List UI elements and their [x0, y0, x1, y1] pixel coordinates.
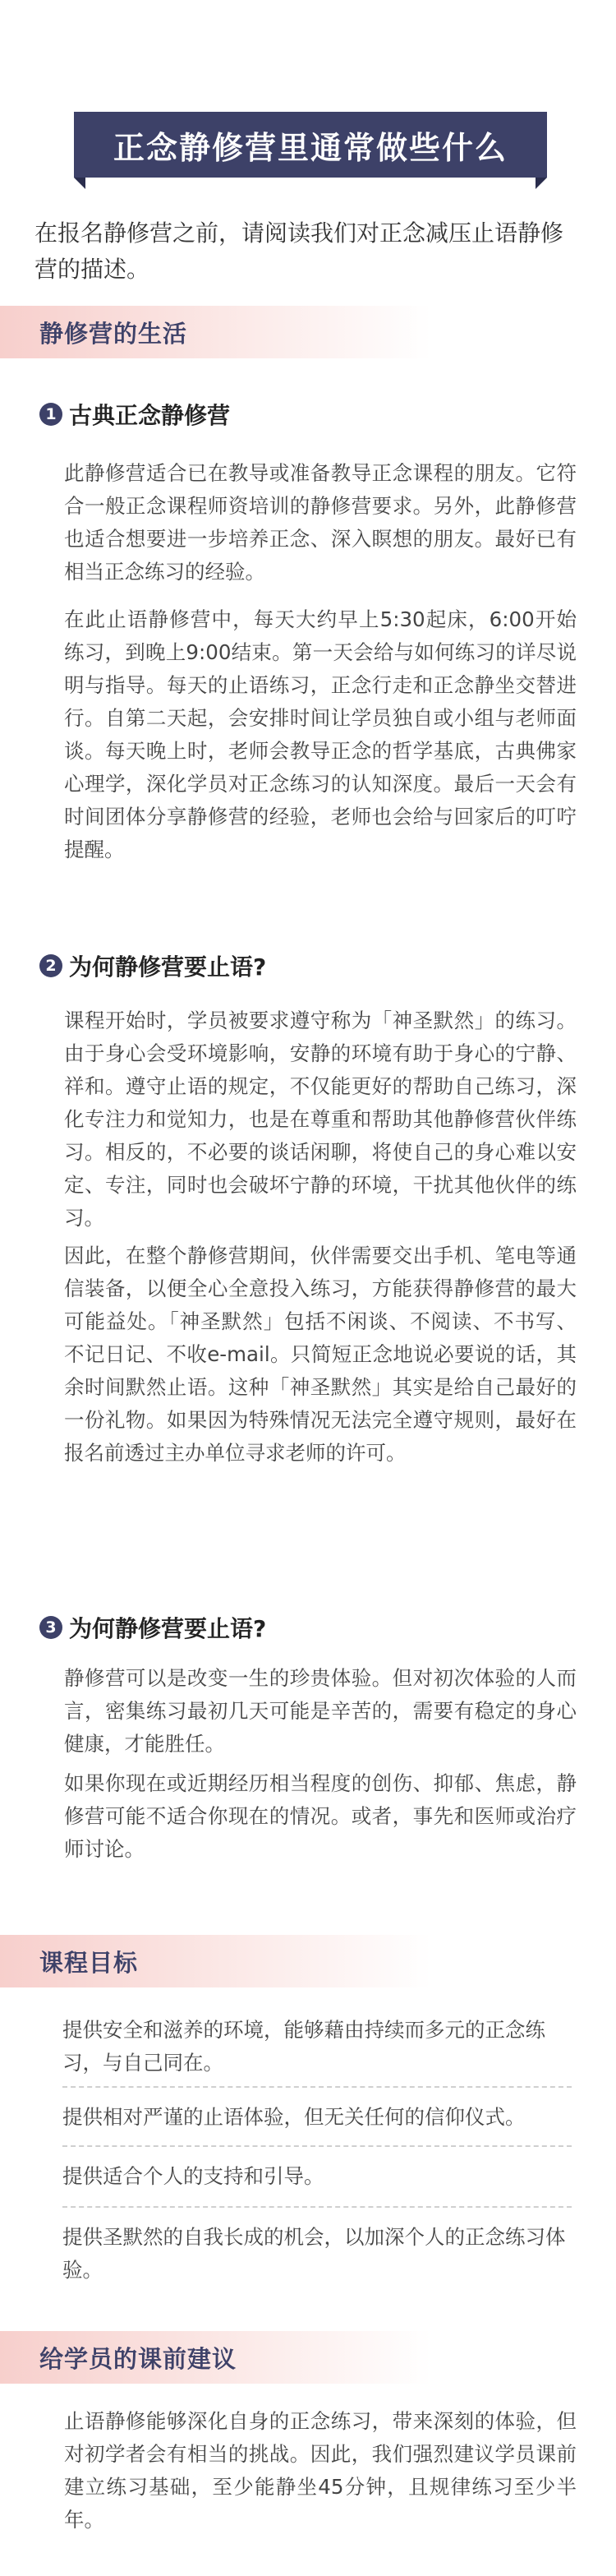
- paragraph: 止语静修能够深化自身的正念练习，带来深刻的体验，但对初学者会有相当的挑战。因此，我们强烈建议学员课前建立练习基础，至少能静坐45分钟，且规律练习至少半年。: [64, 2409, 577, 2532]
- page-title: 正念静修营里通常做些什么: [74, 112, 547, 178]
- divider: [62, 2145, 572, 2147]
- subsection-title: 为何静修营要止语?: [69, 953, 267, 981]
- subsection-title: 古典正念静修营: [69, 402, 231, 429]
- subsection-title: 为何静修营要止语?: [69, 1615, 267, 1642]
- subsection-heading-1: [39, 398, 230, 431]
- title-banner: [0, 112, 616, 191]
- subsection-heading-2: [39, 949, 266, 982]
- paragraph: 如果你现在或近期经历相当程度的创伤、抑郁、焦虑，静修营可能不适合你现在的情况。或者，事先和医师或治疗师讨论。: [64, 1771, 577, 1861]
- intro-text: 在报名静修营之前，请阅读我们对正念减压止语静修营的描述。: [34, 219, 564, 283]
- paragraph: 在此止语静修营中，每天大约早上5:30起床，6:00开始练习，到晚上9:00结束。第一天会给与如何练习的详尽说明与指导。每天的止语练习，正念行走和正念静坐交替进行。自第二天起，会安排时间让学员独自或小组与老师面谈。每天晚上时，老师会教导正念的哲学基底，古典佛家心理学，深化学员对正念练习的认知深度。最后一天会有时间团体分享静修营的经验，老师也会给与回家后的叮咛提醒。: [64, 607, 577, 861]
- list-item: 提供圣默然的自我长成的机会，以加深个人的正念练习体验。: [62, 2225, 566, 2282]
- paragraph: 此静修营适合已在教导或准备教导正念课程的朋友。它符合一般正念课程师资培训的静修营要求。另外，此静修营也适合想要进一步培养正念、深入瞑想的朋友。最好已有相当正念练习的经验。: [64, 461, 577, 584]
- list-item: 提供安全和滋养的环境，能够藉由持续而多元的正念练习，与自己同在。: [62, 2018, 545, 2075]
- number-badge: 1: [39, 403, 62, 426]
- number-badge: 3: [39, 1616, 62, 1639]
- paragraph: 因此，在整个静修营期间，伙伴需要交出手机、笔电等通信装备，以便全心全意投入练习，方能获得静修营的最大可能益处。「神圣默然」包括不闲谈、不阅读、不书写、不记日记、不收e-mail。只简短正念地说必要说的话，其余时间默然止语。这种「神圣默然」其实是给自己最好的一份礼物。如果因为特殊情况无法完全遵守规则，最好在报名前透过主办单位寻求老师的许可。: [64, 1244, 577, 1465]
- divider: [62, 2206, 572, 2208]
- banner-ribbon-left: [74, 178, 85, 189]
- section-title: 课程目标: [39, 1948, 139, 1977]
- list-item: 提供适合个人的支持和引导。: [62, 2164, 324, 2188]
- section-header-life: [0, 306, 616, 358]
- number-badge: 2: [39, 954, 62, 977]
- section-header-advice: [0, 2331, 616, 2384]
- paragraph: 静修营可以是改变一生的珍贵体验。但对初次体验的人而言，密集练习最初几天可能是辛苦的，需要有稳定的身心健康，才能胜任。: [64, 1666, 577, 1756]
- section-title: 静修营的生活: [39, 319, 188, 348]
- subsection-heading-3: [39, 1611, 266, 1644]
- paragraph: 课程开始时，学员被要求遵守称为「神圣默然」的练习。由于身心会受环境影响，安静的环境有助于身心的宁静、祥和。遵守止语的规定，不仅能更好的帮助自己练习，深化专注力和觉知力，也是在尊重和帮助其他静修营伙伴练习。相反的，不必要的谈话闲聊，将使自己的身心难以安定、专注，同时也会破坏宁静的环境，干扰其他伙伴的练习。: [64, 1009, 577, 1230]
- section-title: 给学员的课前建议: [39, 2344, 237, 2373]
- section-header-goals: [0, 1935, 616, 1987]
- list-item: 提供相对严谨的止语体验，但无关任何的信仰仪式。: [62, 2105, 526, 2129]
- banner-ribbon-right: [536, 178, 547, 189]
- divider: [62, 2086, 572, 2088]
